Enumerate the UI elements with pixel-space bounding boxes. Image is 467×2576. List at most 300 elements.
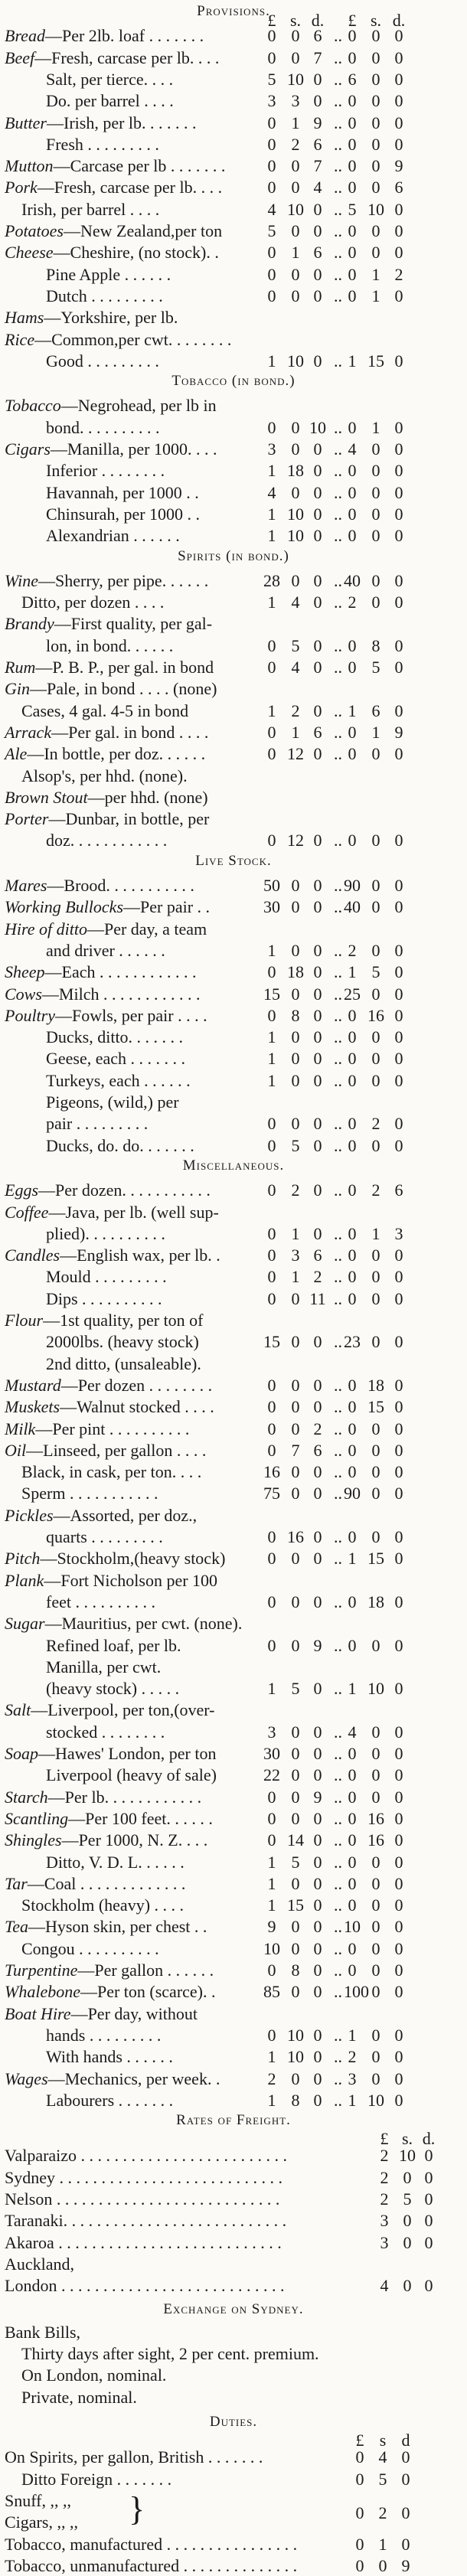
range-separator: .. xyxy=(334,199,342,219)
item-description: Black, in cask, per ton. . . . xyxy=(21,1462,202,1482)
item-keyword: Mustard xyxy=(5,1375,61,1395)
price-value: 10 xyxy=(344,1917,361,1937)
range-separator: .. xyxy=(334,1223,342,1243)
freight-place: London . . . . . . . . . . . . . . . . . . . . . . . . . . . xyxy=(5,2276,285,2296)
price-value: 1 xyxy=(371,417,380,437)
price-row xyxy=(0,1265,467,1287)
item-description: Mould . . . . . . . . . xyxy=(46,1267,167,1287)
item-description: hands . . . . . . . . . xyxy=(46,2025,162,2045)
item-description: Ducks, do. do. . . . . . . xyxy=(46,1135,194,1155)
price-value: 0 xyxy=(348,831,357,851)
price-value: 0 xyxy=(313,1135,322,1155)
item-description: stocked . . . . . . . . xyxy=(46,1722,165,1742)
price-value: 0 xyxy=(348,1375,357,1395)
price-value: 0 xyxy=(403,2276,412,2296)
price-row xyxy=(0,677,467,699)
price-value: 0 xyxy=(313,962,322,982)
price-row xyxy=(0,1894,467,1915)
price-value: 9 xyxy=(313,113,322,132)
price-value: 0 xyxy=(267,47,276,67)
item-description: 2000lbs. (heavy stock) xyxy=(46,1332,199,1352)
price-value: 0 xyxy=(267,134,276,154)
price-row xyxy=(0,1569,467,1591)
range-separator: .. xyxy=(334,1246,342,1265)
price-value: 0 xyxy=(394,1246,403,1265)
price-value: 5 xyxy=(291,635,300,655)
price-value: 18 xyxy=(367,1375,384,1395)
price-value: 0 xyxy=(313,1852,322,1872)
price-value: 0 xyxy=(313,1765,322,1785)
currency-symbol: s xyxy=(379,2431,387,2450)
price-value: 28 xyxy=(263,570,280,590)
item-description: plied). . . . . . . . . . xyxy=(46,1223,165,1243)
price-row xyxy=(0,2068,467,2089)
price-row xyxy=(0,133,467,155)
price-value: 0 xyxy=(371,504,380,524)
range-separator: .. xyxy=(334,26,342,46)
range-separator: .. xyxy=(334,1049,342,1069)
price-value: 0 xyxy=(291,1938,300,1958)
item-description: quarts . . . . . . . . . xyxy=(46,1527,163,1546)
section-heading: Live Stock. xyxy=(195,852,272,869)
price-value: 0 xyxy=(394,1027,403,1047)
price-value: 0 xyxy=(267,26,276,46)
price-value: 0 xyxy=(291,482,300,502)
price-value: 10 xyxy=(367,2090,384,2110)
price-value: 10 xyxy=(367,199,384,219)
item-description: Starch—Per lb. . . . . . . . . . . . xyxy=(5,1787,202,1807)
section-heading: Spirits (in bond.) xyxy=(178,547,289,564)
range-separator: .. xyxy=(334,1592,342,1611)
item-description: Irish, per barrel . . . . xyxy=(21,199,160,219)
price-value: 10 xyxy=(287,504,304,524)
currency-symbol: £ xyxy=(348,11,357,30)
exchange-line: Private, nominal. xyxy=(21,2387,137,2407)
price-value: 15 xyxy=(263,984,280,1004)
price-value: 1 xyxy=(267,504,276,524)
price-row xyxy=(0,1699,467,1720)
item-keyword: Wine xyxy=(5,570,38,590)
price-value: 0 xyxy=(371,1938,380,1958)
freight-row xyxy=(0,2274,467,2296)
item-description: Scantling—Per 100 feet. . . . . . xyxy=(5,1808,213,1828)
price-value: 0 xyxy=(394,504,403,524)
price-value: 0 xyxy=(394,461,403,481)
price-row xyxy=(0,2024,467,2045)
price-row xyxy=(0,612,467,634)
price-value: 0 xyxy=(394,2090,403,2110)
price-value: 0 xyxy=(348,1223,357,1243)
range-separator: .. xyxy=(334,1808,342,1828)
duty-label: Tobacco, unmanufactured . . . . . . . . . . . . . . xyxy=(5,2555,298,2575)
price-value: 0 xyxy=(394,658,403,677)
range-separator: .. xyxy=(334,1070,342,1090)
price-value: 0 xyxy=(348,482,357,502)
price-row xyxy=(0,1091,467,1112)
price-row xyxy=(0,112,467,133)
price-value: 0 xyxy=(267,1808,276,1828)
item-keyword: Wages xyxy=(5,2068,48,2088)
price-row xyxy=(0,874,467,896)
price-value: 0 xyxy=(291,1114,300,1134)
item-description: Good . . . . . . . . . xyxy=(46,351,159,371)
price-value: 0 xyxy=(371,1462,380,1482)
price-value: 15 xyxy=(263,1332,280,1352)
item-description: Poultry—Fowls, per pair . . . . xyxy=(5,1005,207,1025)
price-value: 16 xyxy=(367,1005,384,1025)
range-separator: .. xyxy=(334,1873,342,1893)
price-value: 10 xyxy=(287,199,304,219)
price-value: 0 xyxy=(371,156,380,176)
range-separator: .. xyxy=(334,2025,342,2045)
range-separator: .. xyxy=(334,134,342,154)
price-value: 0 xyxy=(371,897,380,917)
price-value: 16 xyxy=(367,1808,384,1828)
price-value: 0 xyxy=(291,47,300,67)
item-description: Inferior . . . . . . . . xyxy=(46,461,165,481)
price-row xyxy=(0,1418,467,1439)
range-separator: .. xyxy=(334,439,342,459)
price-value: 14 xyxy=(287,1830,304,1850)
price-value: 0 xyxy=(348,1180,357,1200)
price-value: 0 xyxy=(371,1982,380,2002)
range-separator: .. xyxy=(334,264,342,284)
price-value: 0 xyxy=(394,831,403,851)
price-value: 0 xyxy=(401,2469,410,2489)
price-value: 0 xyxy=(291,178,300,198)
price-value: 0 xyxy=(267,1527,276,1546)
price-value: 0 xyxy=(348,1288,357,1308)
item-description: lon, in bond. . . . . . xyxy=(46,635,174,655)
price-value: 0 xyxy=(371,570,380,590)
price-value: 1 xyxy=(291,113,300,132)
price-row xyxy=(0,1980,467,2002)
item-description: (heavy stock) . . . . . xyxy=(46,1679,180,1699)
price-value: 0 xyxy=(313,1332,322,1352)
price-value: 0 xyxy=(394,1049,403,1069)
price-value: 2 xyxy=(291,1180,300,1200)
range-separator: .. xyxy=(334,570,342,590)
price-value: 15 xyxy=(287,1895,304,1915)
item-description: Wages—Mechanics, per week. . xyxy=(5,2068,220,2088)
range-separator: .. xyxy=(334,351,342,371)
item-description: Dutch . . . . . . . . . xyxy=(46,286,163,305)
price-value: 0 xyxy=(267,113,276,132)
price-value: 0 xyxy=(291,439,300,459)
price-value: 4 xyxy=(348,1722,357,1742)
price-value: 0 xyxy=(371,831,380,851)
price-value: 3 xyxy=(380,2211,389,2231)
item-keyword: Salt xyxy=(5,1700,31,1720)
price-value: 2 xyxy=(371,1114,380,1134)
price-row xyxy=(0,1612,467,1634)
price-row xyxy=(0,1851,467,1872)
exchange-line: Bank Bills, xyxy=(5,2322,81,2342)
price-row xyxy=(0,503,467,524)
price-value: 0 xyxy=(371,1765,380,1785)
price-value: 1 xyxy=(378,2534,387,2554)
price-value: 0 xyxy=(371,221,380,240)
price-value: 0 xyxy=(394,1527,403,1546)
price-value: 0 xyxy=(313,1917,322,1937)
range-separator: .. xyxy=(334,1484,342,1503)
item-description: Muskets—Walnut stocked . . . . xyxy=(5,1397,214,1417)
item-description: Arrack—Per gal. in bond . . . . xyxy=(5,722,209,742)
price-value: 0 xyxy=(313,1679,322,1699)
price-value: 0 xyxy=(394,1419,403,1438)
range-separator: .. xyxy=(334,2047,342,2067)
range-separator: .. xyxy=(334,1462,342,1482)
price-value: 1 xyxy=(267,593,276,612)
range-separator: .. xyxy=(334,1419,342,1438)
price-value: 0 xyxy=(371,1049,380,1069)
price-value: 0 xyxy=(424,2276,433,2296)
price-row xyxy=(0,68,467,90)
price-row xyxy=(0,350,467,371)
freight-place: Taranaki. . . . . . . . . . . . . . . . . . . . . . . . . . . xyxy=(5,2211,287,2231)
price-value: 0 xyxy=(348,1246,357,1265)
price-value: 0 xyxy=(394,897,403,917)
price-row xyxy=(0,1439,467,1461)
price-value: 0 xyxy=(313,1549,322,1569)
item-keyword: Ale xyxy=(5,744,28,764)
price-value: 0 xyxy=(313,1223,322,1243)
price-value: 0 xyxy=(313,2068,322,2088)
duty-label: Tobacco, manufactured . . . . . . . . . . . . . . . . xyxy=(5,2534,298,2554)
price-value: 4 xyxy=(267,199,276,219)
price-row xyxy=(0,635,467,656)
price-value: 0 xyxy=(355,2555,364,2575)
price-value: 0 xyxy=(371,1419,380,1438)
price-value: 0 xyxy=(267,1180,276,1200)
price-row xyxy=(0,1742,467,1764)
price-value: 6 xyxy=(313,134,322,154)
price-value: 1 xyxy=(267,1852,276,1872)
price-value: 0 xyxy=(371,2047,380,2067)
price-value: 0 xyxy=(394,69,403,89)
price-value: 10 xyxy=(309,417,326,437)
price-row xyxy=(0,1179,467,1200)
price-row xyxy=(0,1047,467,1069)
price-value: 0 xyxy=(291,1592,300,1611)
price-row xyxy=(0,1396,467,1417)
item-keyword: Coffee xyxy=(5,1202,49,1222)
item-description: Turkeys, each . . . . . . xyxy=(46,1070,191,1090)
price-value: 1 xyxy=(267,1895,276,1915)
price-value: 0 xyxy=(355,2469,364,2489)
price-value: 85 xyxy=(263,1982,280,2002)
item-keyword: Brandy xyxy=(5,614,54,634)
price-value: 0 xyxy=(371,984,380,1004)
price-row xyxy=(0,786,467,808)
price-value: 5 xyxy=(378,2469,387,2489)
price-row xyxy=(0,24,467,46)
price-value: 0 xyxy=(348,1744,357,1763)
price-row xyxy=(0,1330,467,1352)
price-value: 1 xyxy=(267,1679,276,1699)
price-value: 8 xyxy=(371,635,380,655)
price-value: 0 xyxy=(348,1830,357,1850)
price-value: 0 xyxy=(313,1961,322,1980)
exchange-heading: Exchange on Sydney. xyxy=(163,2300,304,2317)
price-value: 7 xyxy=(313,156,322,176)
price-value: 0 xyxy=(348,26,357,46)
item-description: Porter—Dunbar, in bottle, per xyxy=(5,809,210,829)
price-value: 0 xyxy=(355,2503,364,2522)
price-value: 0 xyxy=(313,1049,322,1069)
price-value: 0 xyxy=(313,439,322,459)
price-row xyxy=(0,1135,467,1156)
price-row xyxy=(0,829,467,851)
price-row xyxy=(0,983,467,1004)
price-value: 0 xyxy=(394,286,403,305)
price-row xyxy=(0,220,467,241)
item-description: Coffee—Java, per lb. (well sup- xyxy=(5,1202,219,1222)
price-value: 0 xyxy=(313,69,322,89)
price-value: 0 xyxy=(394,1808,403,1828)
price-value: 0 xyxy=(394,1549,403,1569)
price-value: 0 xyxy=(313,1484,322,1503)
range-separator: .. xyxy=(334,47,342,67)
price-row xyxy=(0,1656,467,1677)
price-value: 0 xyxy=(371,1873,380,1893)
price-value: 8 xyxy=(291,1961,300,1980)
price-value: 0 xyxy=(348,1114,357,1134)
price-value: 6 xyxy=(371,700,380,720)
price-value: 0 xyxy=(313,1070,322,1090)
price-value: 0 xyxy=(394,351,403,371)
price-value: 0 xyxy=(291,1744,300,1763)
price-value: 5 xyxy=(267,69,276,89)
price-value: 15 xyxy=(367,1549,384,1569)
price-value: 0 xyxy=(394,940,403,960)
price-value: 0 xyxy=(313,482,322,502)
price-value: 0 xyxy=(291,1419,300,1438)
price-row xyxy=(0,1721,467,1742)
price-row xyxy=(0,1069,467,1091)
item-description: Eggs—Per dozen. . . . . . . . . . . xyxy=(5,1180,211,1200)
price-value: 0 xyxy=(267,1635,276,1655)
price-row xyxy=(0,1591,467,1612)
item-keyword: Boat Hire xyxy=(5,2003,71,2023)
price-value: 3 xyxy=(267,91,276,111)
item-description: Whalebone—Per ton (scarce). . xyxy=(5,1982,216,2002)
price-value: 6 xyxy=(348,69,357,89)
item-description: Congou . . . . . . . . . . xyxy=(21,1938,159,1958)
duty-row-values xyxy=(0,2502,467,2523)
price-value: 0 xyxy=(267,178,276,198)
price-row xyxy=(0,939,467,961)
price-value: 5 xyxy=(291,1852,300,1872)
price-row xyxy=(0,743,467,764)
section-heading: Provisions. xyxy=(197,3,270,19)
price-value: 0 xyxy=(371,1246,380,1265)
range-separator: .. xyxy=(334,1549,342,1569)
price-value: 0 xyxy=(394,700,403,720)
price-value: 0 xyxy=(348,1938,357,1958)
currency-symbol: £ xyxy=(267,11,276,30)
price-value: 1 xyxy=(267,2047,276,2067)
price-value: 0 xyxy=(424,2146,433,2166)
item-description: Pigeons, (wild,) per xyxy=(46,1092,179,1112)
price-value: 0 xyxy=(267,156,276,176)
item-description: Flour—1st quality, per ton of xyxy=(5,1311,204,1330)
price-value: 5 xyxy=(291,1679,300,1699)
price-value: 4 xyxy=(267,482,276,502)
price-value: 0 xyxy=(348,1895,357,1915)
price-value: 0 xyxy=(313,700,322,720)
item-keyword: Muskets xyxy=(5,1397,60,1417)
price-value: 0 xyxy=(371,113,380,132)
item-description: Ducks, ditto. . . . . . . xyxy=(46,1027,184,1047)
price-value: 0 xyxy=(291,1462,300,1482)
item-description: Potatoes—New Zealand,per ton xyxy=(5,221,223,240)
price-value: 0 xyxy=(394,876,403,895)
item-description: Refined loaf, per lb. xyxy=(46,1635,181,1655)
price-value: 0 xyxy=(291,1722,300,1742)
range-separator: .. xyxy=(334,1180,342,1200)
price-value: 0 xyxy=(313,876,322,895)
price-value: 0 xyxy=(394,482,403,502)
freight-row xyxy=(0,2144,467,2166)
price-value: 2 xyxy=(380,2146,389,2166)
price-value: 0 xyxy=(371,940,380,960)
price-value: 0 xyxy=(371,593,380,612)
price-value: 0 xyxy=(394,593,403,612)
price-value: 0 xyxy=(401,2534,410,2554)
range-separator: .. xyxy=(334,1135,342,1155)
range-separator: .. xyxy=(334,2090,342,2110)
item-description: Cows—Milch . . . . . . . . . . . . xyxy=(5,984,201,1004)
price-value: 0 xyxy=(313,1808,322,1828)
range-separator: .. xyxy=(334,1527,342,1546)
price-value: 2 xyxy=(313,1267,322,1287)
price-value: 0 xyxy=(267,722,276,742)
price-value: 0 xyxy=(394,1830,403,1850)
range-separator: .. xyxy=(334,113,342,132)
range-separator: .. xyxy=(334,1635,342,1655)
price-row xyxy=(0,1829,467,1850)
price-value: 0 xyxy=(267,1549,276,1569)
price-value: 0 xyxy=(401,2503,410,2522)
item-description: Beef—Fresh, carcase per lb. . . . xyxy=(5,47,220,67)
price-value: 0 xyxy=(348,1419,357,1438)
price-row xyxy=(0,524,467,546)
range-separator: .. xyxy=(334,635,342,655)
freight-heading: Rates of Freight. xyxy=(176,2112,291,2129)
price-value: 0 xyxy=(371,47,380,67)
price-value: 0 xyxy=(313,1027,322,1047)
item-description: Fresh . . . . . . . . . xyxy=(46,134,159,154)
price-value: 0 xyxy=(267,1005,276,1025)
price-value: 0 xyxy=(267,1223,276,1243)
price-value: 0 xyxy=(291,1070,300,1090)
price-value: 0 xyxy=(371,1917,380,1937)
price-value: 0 xyxy=(267,1787,276,1807)
duty-label: Ditto Foreign . . . . . . . xyxy=(21,2469,172,2489)
price-value: 0 xyxy=(348,526,357,546)
item-keyword: Rum xyxy=(5,658,36,677)
range-separator: .. xyxy=(334,156,342,176)
item-description: Manilla, per cwt. xyxy=(46,1657,162,1677)
price-row xyxy=(0,591,467,612)
item-keyword: Whalebone xyxy=(5,1982,80,2002)
range-separator: .. xyxy=(334,962,342,982)
price-value: 0 xyxy=(348,417,357,437)
price-value: 0 xyxy=(394,1635,403,1655)
range-separator: .. xyxy=(334,1744,342,1763)
duties-heading: Duties. xyxy=(209,2414,258,2430)
